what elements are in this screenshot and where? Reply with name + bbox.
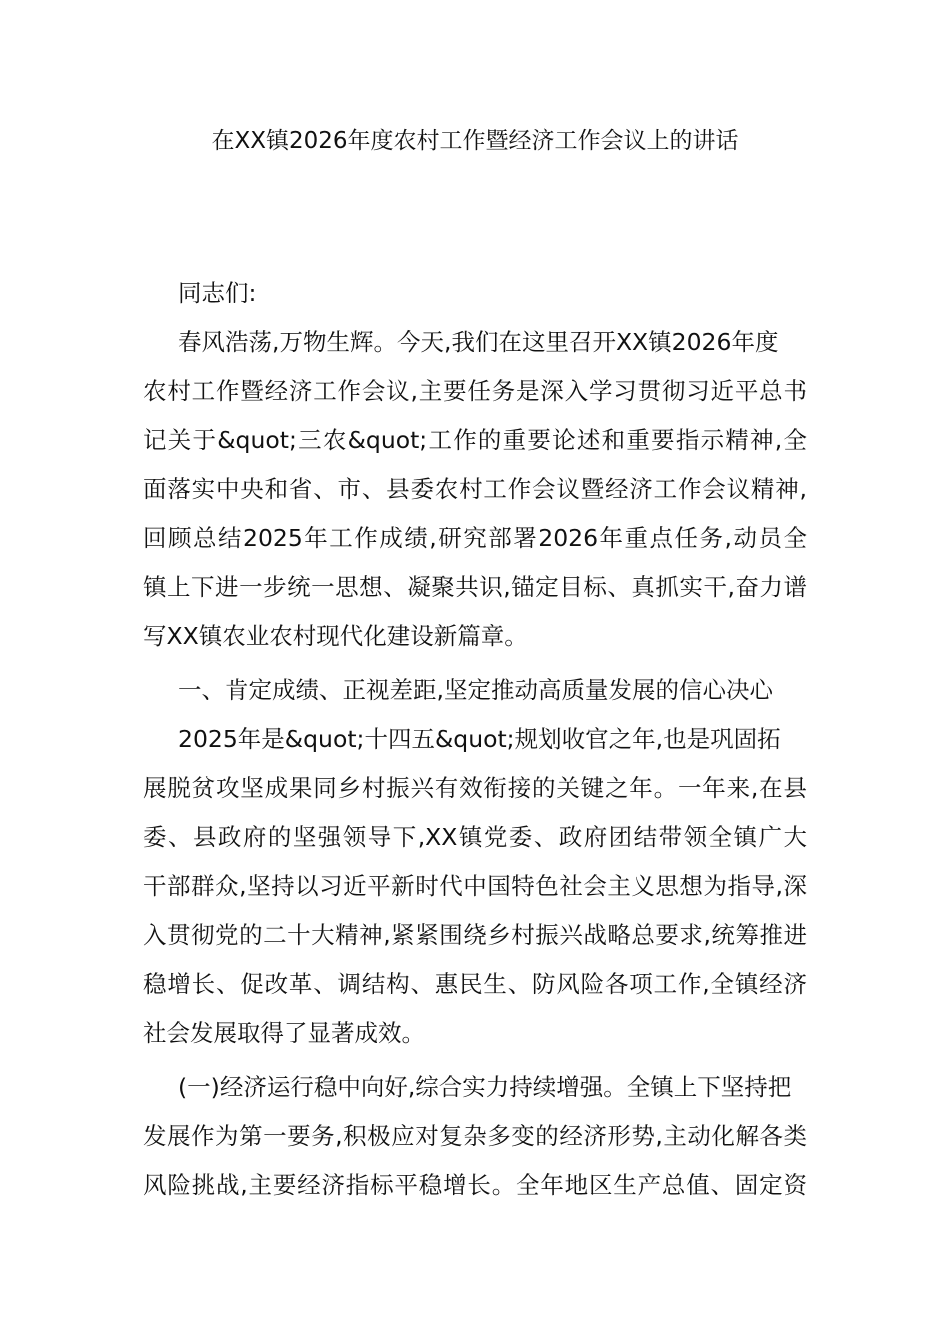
paragraph-2-line-3: 委、县政府的坚强领导下,XX镇党委、政府团结带领全镇广大 [143,823,807,851]
paragraph-1-line-6: 镇上下进一步统一思想、凝聚共识,锚定目标、真抓实干,奋力谱 [143,573,807,601]
paragraph-1-line-4: 面落实中央和省、市、县委农村工作会议暨经济工作会议精神, [143,475,807,503]
paragraph-2-line-4: 干部群众,坚持以习近平新时代中国特色社会主义思想为指导,深 [143,872,807,900]
paragraph-2-line-2: 展脱贫攻坚成果同乡村振兴有效衔接的关键之年。一年来,在县 [143,774,807,802]
paragraph-2-line-6: 稳增长、促改革、调结构、惠民生、防风险各项工作,全镇经济 [143,970,807,998]
salutation-line: 同志们: [178,279,257,307]
paragraph-1-line-1: 春风浩荡,万物生辉。今天,我们在这里召开XX镇2026年度 [178,328,779,356]
document-title: 在XX镇2026年度农村工作暨经济工作会议上的讲话 [211,128,739,154]
section-heading-1: 一、肯定成绩、正视差距,坚定推动高质量发展的信心决心 [178,676,773,704]
paragraph-2-line-7: 社会发展取得了显著成效。 [143,1019,425,1047]
paragraph-2-line-1: 2025年是&quot;十四五&quot;规划收官之年,也是巩固拓 [178,725,781,753]
paragraph-3-line-3: 风险挑战,主要经济指标平稳增长。全年地区生产总值、固定资 [143,1171,807,1199]
paragraph-1-line-2: 农村工作暨经济工作会议,主要任务是深入学习贯彻习近平总书 [143,377,807,405]
paragraph-1-line-5: 回顾总结2025年工作成绩,研究部署2026年重点任务,动员全 [143,524,807,552]
paragraph-2-line-5: 入贯彻党的二十大精神,紧紧围绕乡村振兴战略总要求,统筹推进 [143,921,807,949]
paragraph-1-line-7: 写XX镇农业农村现代化建设新篇章。 [143,622,528,650]
paragraph-3-line-1: (一)经济运行稳中向好,综合实力持续增强。全镇上下坚持把 [178,1073,792,1101]
paragraph-3-line-2: 发展作为第一要务,积极应对复杂多变的经济形势,主动化解各类 [143,1122,807,1150]
paragraph-1-line-3: 记关于&quot;三农&quot;工作的重要论述和重要指示精神,全 [143,426,807,454]
